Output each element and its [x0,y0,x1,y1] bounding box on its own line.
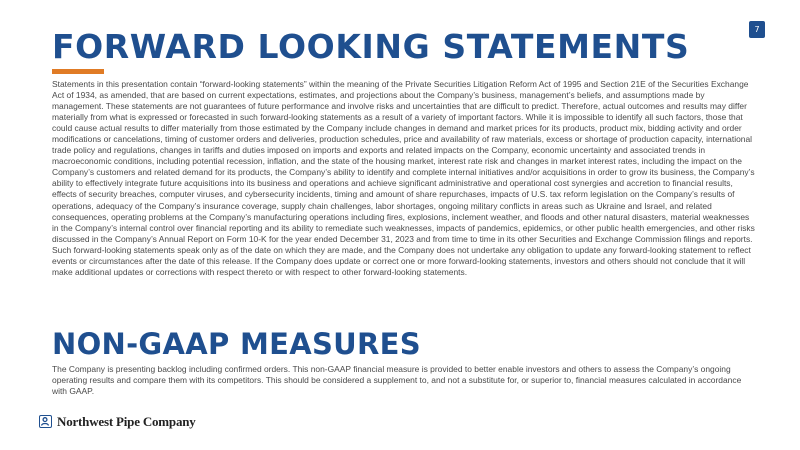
non-gaap-title: NON-GAAP MEASURES [52,327,421,361]
company-logo-text: Northwest Pipe Company [57,413,196,429]
forward-looking-title: FORWARD LOOKING STATEMENTS [52,27,690,66]
forward-looking-body: Statements in this presentation contain “forward-looking statements” within the meaning of the Private Securities Litigation Reform Act of 1995 and Section 21E of the Securities Exchange Act of 1934, as amended, that are based on current expectations, estimates, and projections about the Company’s business, management’s beliefs, and assumptions made by management. These statements are not guarantees of future performance and involve risks and uncertainties that are difficult to predict. Therefore, actual outcomes and results may differ materially from what is expressed or forecasted in such forward-looking statements as a result of a variety of important factors. While it is impossible to identify all such factors, those that could cause actual results to differ materially from those estimated by the Company include changes in demand and market prices for its products, product mix, bidding activity and order modifications or cancelations, timing of customer orders and deliveries, production schedules, price and availability of raw materials, excess or shortage of production capacity, international trade policy and regulations, changes in tariffs and duties imposed on imports and exports and related impacts on the Company, economic uncertainty and associated trends in macroeconomic conditions, including potential recession, inflation, and the state of the housing market, interest rate risk and changes in market interest rates, including the impact on the Company’s customers and related demand for its products, the Company’s ability to identify and complete internal initiatives and/or acquisitions in order to grow its business, the Company’s ability to effectively integrate future acquisitions into its business and operations and achieve significant administrative and operational cost synergies and accretion to financial results, effects of security breaches, computer viruses, and cybersecurity incidents, timing and amount of share repurchases, impacts of U.S. tax reform legislation on the Company’s results of operations, adequacy of the Company’s insurance coverage, supply chain challenges, labor shortages, ongoing military conflicts in areas such as Ukraine and Israel, and related consequences, operating problems at the Company’s manufacturing operations including fires, explosions, inclement weather, and floods and other natural disasters, material weaknesses in the Company’s internal control over financial reporting and its ability to remediate such weaknesses, impacts of pandemics, epidemics, or other public health emergencies, and other risks discussed in the Company’s Annual Report on Form 10-K for the year ended December 31, 2023 and from time to time in its other Securities and Exchange Commission filings and reports. Such forward-looking statements speak only as of the date on which they are made, and the Company does not undertake any obligation to update any forward-looking statement to reflect events or circumstances after the date of this release. If the Company does update or correct one or more forward-looking statements, investors and others should not conclude that it will make additional updates or corrections with respect thereto or with respect to other forward-looking statements. [52,79,755,277]
non-gaap-body: The Company is presenting backlog including confirmed orders. This non-GAAP financial measure is provided to better enable investors and others to assess the Company’s ongoing operating results and compare them with its competitors. This should be considered a supplement to, and not a substitute for, or superior to, financial measures calculated in accordance with GAAP. [52,364,742,397]
title-accent-bar [52,69,104,74]
company-logo [39,413,196,430]
page-number-badge: 7 [749,21,765,38]
company-logo-mark-icon [39,415,52,428]
